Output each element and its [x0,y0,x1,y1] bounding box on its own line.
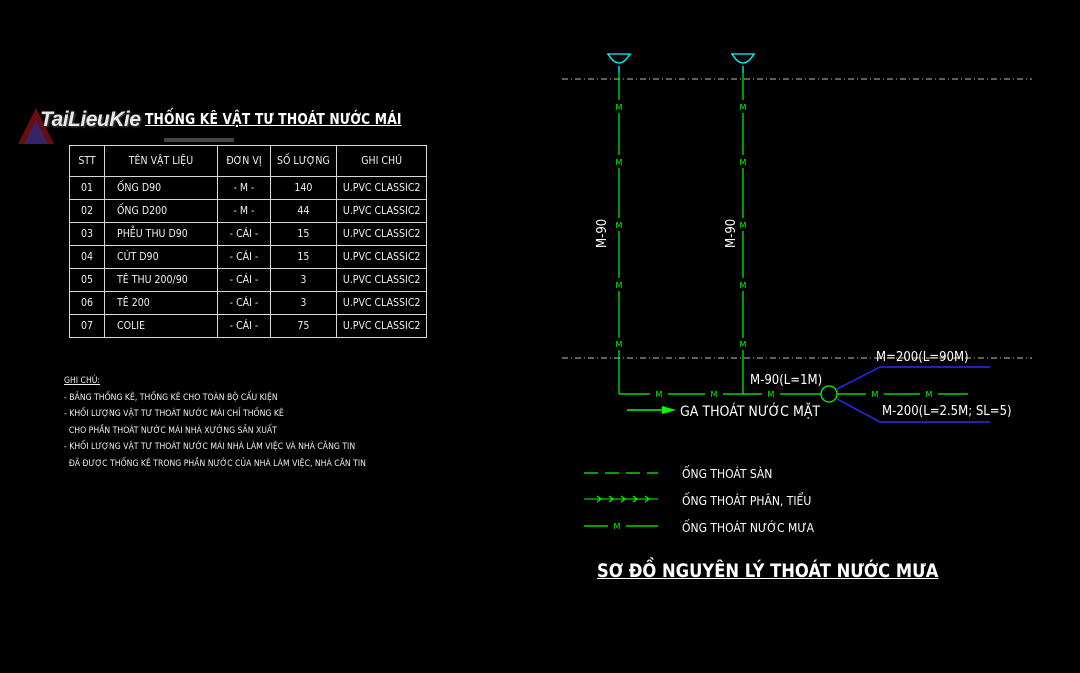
note-line: - KHỐI LƯỢNG VẬT TƯ THOÁT NƯỚC MÁI NHÀ LÀM VIỆC VÀ NHÀ CĂNG TIN [64,442,356,452]
row-unit: - CÁI - [218,246,271,269]
row-material: PHỄU THU D90 [105,223,218,246]
pipe-marker: M [739,221,747,230]
row-stt: 05 [70,269,105,292]
row-stt: 04 [70,246,105,269]
pipe-marker: M [615,281,623,290]
row-unit: - CÁI - [218,269,271,292]
header-note: GHI CHÚ [336,146,427,177]
row-unit: - CÁI - [218,315,271,338]
row-unit: - CÁI - [218,223,271,246]
pipe-marker: M [615,221,623,230]
row-note: U.PVC CLASSIC2 [336,269,427,292]
roof-funnel-icon-2 [731,54,755,73]
pipe-marker: M [739,281,747,290]
branch-label: M-90(L=1M) [750,373,823,388]
legend-label: ỐNG THOÁT SÀN [682,467,773,481]
roof-funnel-icon-1 [607,54,631,73]
row-stt: 06 [70,292,105,315]
row-quantity: 15 [271,246,337,269]
row-note: U.PVC CLASSIC2 [336,200,427,223]
legend [584,465,815,535]
row-material: ỐNG D200 [105,200,218,223]
pipe-marker: M [615,103,623,112]
row-note: U.PVC CLASSIC2 [336,177,427,200]
notes-heading: GHI CHÚ: [64,376,101,386]
tee-node-icon [821,386,837,402]
main-label-bottom: M-200(L=2.5M; SL=5) [882,404,1012,419]
row-stt: 03 [70,223,105,246]
diagram-title: SƠ ĐỒ NGUYÊN LÝ THOÁT NƯỚC MƯA [597,560,939,582]
row-material: CÚT D90 [105,246,218,269]
row-quantity: 3 [271,292,337,315]
row-stt: 02 [70,200,105,223]
row-quantity: 140 [271,177,337,200]
pipe-marker: M [871,390,879,399]
outlet-arrow-icon [627,406,676,414]
row-quantity: 75 [271,315,337,338]
row-material: TÊ 200 [105,292,218,315]
row-note: U.PVC CLASSIC2 [336,292,427,315]
row-quantity: 44 [271,200,337,223]
note-line: ĐÃ ĐƯỢC THỐNG KÊ TRONG PHẦN NƯỚC CỦA NHÀ LÀM VIỆC, NHÀ CĂN TIN [64,458,366,469]
pipe-marker: M [710,390,718,399]
row-material: TÊ THU 200/90 [105,269,218,292]
pipe-marker: M [767,390,775,399]
header-material: TÊN VẬT LIỆU [105,146,218,177]
row-quantity: 15 [271,223,337,246]
pipe-marker: M [655,390,663,399]
table-title: THỐNG KÊ VẬT TƯ THOÁT NƯỚC MÁI [145,110,402,128]
riser-label-2: M-90 [724,218,739,248]
main-label-top: M=200(L=90M) [876,350,969,365]
riser-label-1: M-90 [595,218,610,248]
row-material: ỐNG D90 [105,177,218,200]
row-quantity: 3 [271,269,337,292]
pipe-marker: M [739,103,747,112]
header-stt: STT [70,146,105,177]
header-unit: ĐƠN VỊ [218,146,271,177]
pipe-marker: M [615,340,623,349]
pipe-marker: M [615,158,623,167]
legend-label: ỐNG THOÁT PHÂN, TIỂU [682,494,812,508]
row-stt: 07 [70,315,105,338]
header-quantity: SỐ LƯỢNG [271,146,337,177]
pipe-marker: M [739,158,747,167]
note-line: - BẢNG THỐNG KÊ, THỐNG KÊ CHO TOÀN BỘ CẤU KIỆN [64,392,278,403]
legend-arrow-line [584,496,658,502]
note-line: CHO PHẦN THOÁT NƯỚC MÁI NHÀ XƯỞNG SẢN XUẤT [64,425,277,436]
row-note: U.PVC CLASSIC2 [336,223,427,246]
note-line: - KHỐI LƯỢNG VẬT TƯ THOÁT NƯỚC MÁI CHỈ THỐNG KÊ [64,409,284,419]
row-unit: - M - [218,177,271,200]
legend-label: ỐNG THOÁT NƯỚC MƯA [682,521,814,535]
row-unit: - CÁI - [218,292,271,315]
row-note: U.PVC CLASSIC2 [336,315,427,338]
watermark-text: TaiLieuKie [40,108,141,131]
row-note: U.PVC CLASSIC2 [336,246,427,269]
outlet-label: GA THOÁT NƯỚC MẶT [680,404,821,420]
pipe-marker: M [925,390,933,399]
row-unit: - M - [218,200,271,223]
pipe-marker: M [739,340,747,349]
riser-pipe-1 [619,73,648,394]
row-stt: 01 [70,177,105,200]
pipe-marker: M [613,522,621,531]
row-material: COLIE [105,315,218,338]
